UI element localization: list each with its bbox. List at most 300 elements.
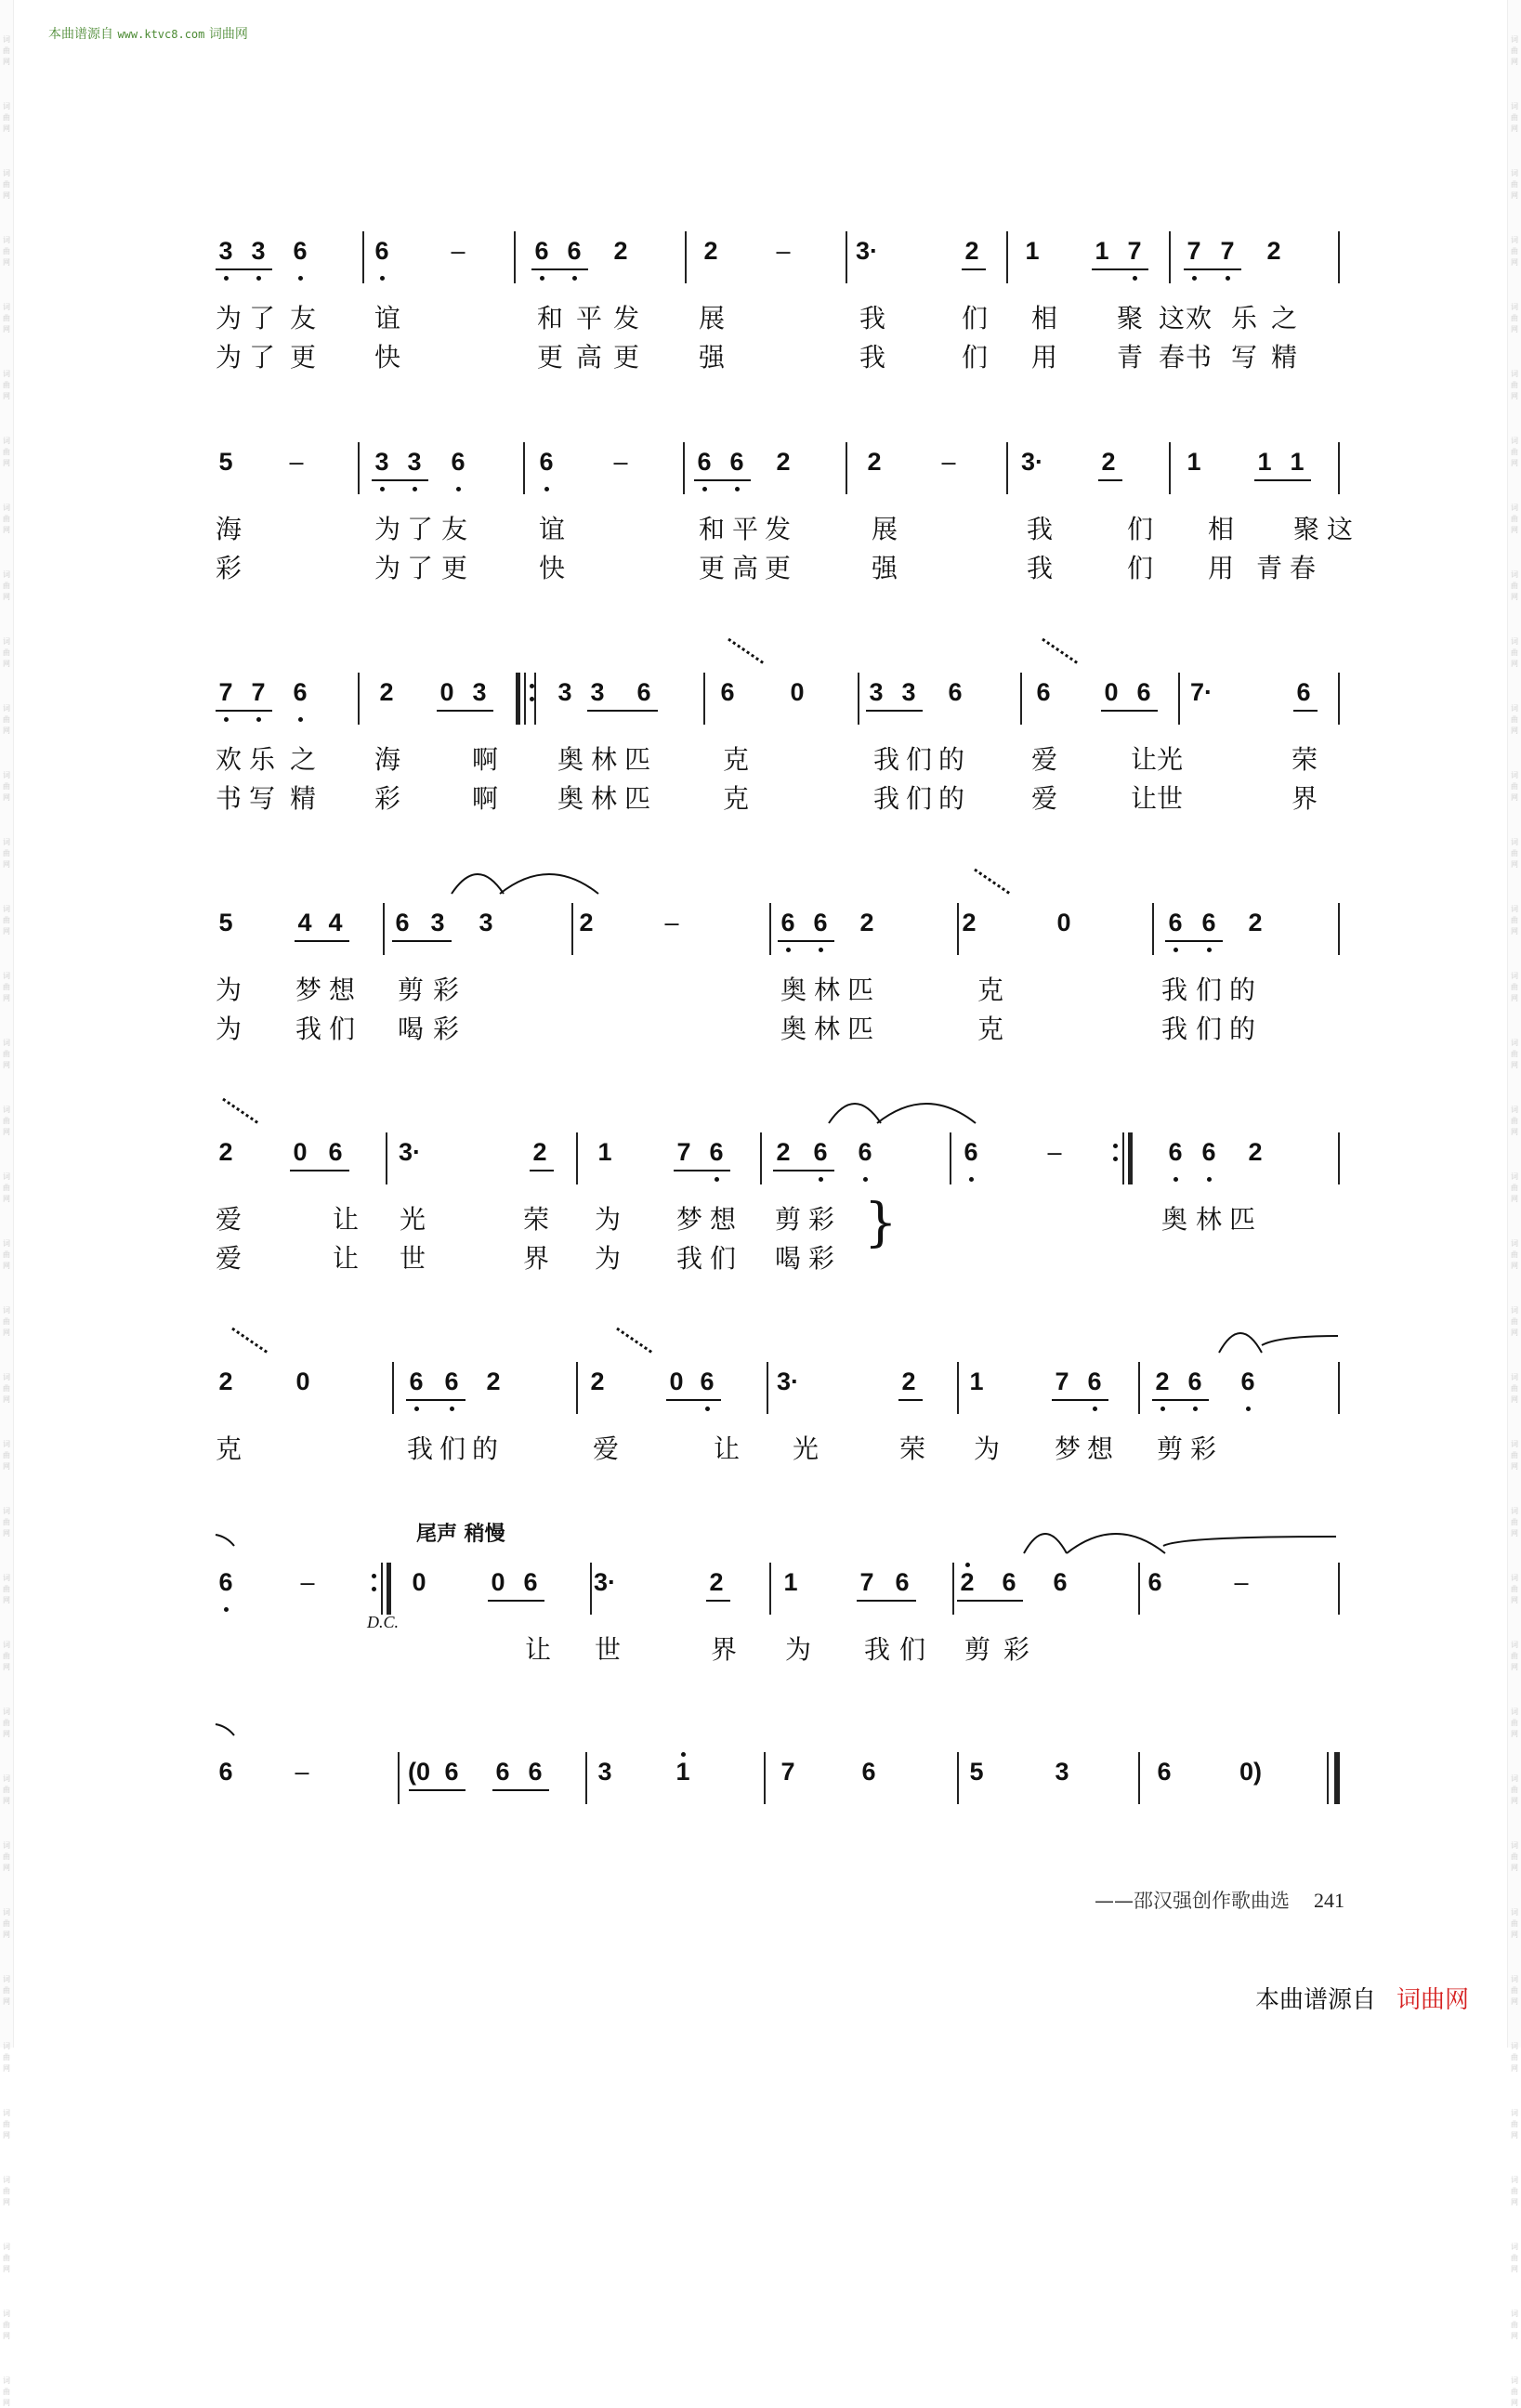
note: 6 xyxy=(1187,1368,1202,1395)
lyric-char: 想 xyxy=(710,1204,737,1235)
lyric-char: 彩 xyxy=(433,975,460,1005)
side-watermark-char: 词 xyxy=(3,35,10,44)
side-watermark-char: 词 xyxy=(1511,236,1518,244)
side-watermark-char: 曲 xyxy=(3,1117,10,1125)
repeat-dot xyxy=(1113,1157,1118,1161)
note: 3 xyxy=(597,1758,612,1786)
side-watermark-char: 网 xyxy=(1511,1930,1518,1939)
note: 6 xyxy=(1136,678,1151,706)
bar-line xyxy=(1006,231,1008,283)
side-watermark-char: 曲 xyxy=(1511,1250,1518,1259)
note: 6 xyxy=(813,909,828,936)
watermark-text: 本曲谱源自 xyxy=(1254,1986,1376,2014)
note: – xyxy=(941,448,956,476)
lyric-char: 我 xyxy=(873,783,900,814)
side-watermark-char: 网 xyxy=(3,2198,10,2206)
bar-line xyxy=(957,1752,959,1804)
bar-line xyxy=(571,903,573,955)
repeat-end-bar xyxy=(1128,1132,1133,1184)
bar-line xyxy=(1169,231,1171,283)
note: 6 xyxy=(1087,1368,1102,1395)
side-watermark-char: 网 xyxy=(3,191,10,200)
lyric-char: 用 xyxy=(1031,342,1058,373)
lyric-char: 荣 xyxy=(1292,744,1318,775)
note: 3 xyxy=(374,448,389,476)
side-watermark-char: 网 xyxy=(3,1061,10,1069)
note: 0) xyxy=(1239,1758,1262,1786)
source-name: 词曲网 xyxy=(208,27,248,42)
lyric-char: 啊 xyxy=(472,744,499,775)
side-watermark-char: 词 xyxy=(1511,169,1518,177)
note: 6 xyxy=(858,1138,872,1166)
bar-line xyxy=(1338,1563,1340,1615)
side-watermark-char: 曲 xyxy=(1511,1050,1518,1058)
lyric-char: 谊 xyxy=(374,303,401,334)
side-watermark-char: 曲 xyxy=(1511,582,1518,590)
note: – xyxy=(664,909,679,936)
octave-dot-low xyxy=(414,1407,419,1411)
lyric-char: 界 xyxy=(1292,783,1318,814)
lyric-char: 光 xyxy=(400,1204,426,1235)
lyric-char: 这 xyxy=(1159,303,1186,334)
lyric-char: 们 xyxy=(1127,514,1154,544)
lyric-char: 展 xyxy=(699,303,726,334)
side-watermark-char: 词 xyxy=(1511,2109,1518,2117)
lyric-char: 这 xyxy=(1327,514,1354,544)
side-watermark-char: 词 xyxy=(3,1507,10,1515)
side-watermark-char: 曲 xyxy=(1511,1719,1518,1727)
side-watermark-char: 曲 xyxy=(3,1986,10,1995)
lyric-char: 让 xyxy=(1131,744,1158,775)
side-watermark-char: 曲 xyxy=(1511,46,1518,55)
note: 6 xyxy=(1296,678,1311,706)
side-watermark-char: 词 xyxy=(3,972,10,980)
side-watermark-char: 词 xyxy=(1511,1574,1518,1582)
eighth-beam xyxy=(587,710,658,712)
lyric-char: 剪 xyxy=(775,1204,802,1235)
lyric-char: 们 xyxy=(906,744,933,775)
note: 6 xyxy=(861,1758,876,1786)
side-watermark-char: 网 xyxy=(3,660,10,668)
lyric-char: 我 xyxy=(1161,975,1188,1005)
note: 7 xyxy=(251,678,266,706)
lyric-char: 们 xyxy=(710,1243,737,1274)
lyric-char: 光 xyxy=(793,1433,820,1464)
side-watermark-char: 网 xyxy=(1511,1529,1518,1538)
side-watermark-char: 曲 xyxy=(3,715,10,724)
side-watermark-char: 词 xyxy=(3,2376,10,2385)
octave-dot-low xyxy=(819,948,823,952)
note: – xyxy=(289,448,304,476)
note: 0 xyxy=(669,1368,684,1395)
side-watermark-char: 网 xyxy=(1511,793,1518,802)
note: 6 xyxy=(948,678,963,706)
octave-dot-low xyxy=(1207,948,1212,952)
breath-mark xyxy=(1041,637,1082,667)
eighth-beam xyxy=(773,1170,834,1171)
lyric-char: 精 xyxy=(290,783,317,814)
side-watermark-char: 网 xyxy=(3,2265,10,2273)
breath-mark xyxy=(615,1327,656,1356)
lyric-char: 让 xyxy=(333,1243,360,1274)
lyric-char: 相 xyxy=(1031,303,1058,334)
side-watermark-char: 词 xyxy=(3,1641,10,1649)
eighth-beam xyxy=(706,1600,730,1602)
eighth-beam xyxy=(437,710,493,712)
eighth-beam xyxy=(492,1789,549,1791)
side-watermark-char: 网 xyxy=(1511,2399,1518,2407)
lyric-char: 乐 xyxy=(1231,303,1258,334)
lyric-char: 为 xyxy=(216,303,243,334)
bar-line xyxy=(514,231,516,283)
side-watermark-char: 网 xyxy=(3,459,10,467)
note: 1 xyxy=(783,1568,798,1596)
side-watermark-char: 曲 xyxy=(1511,314,1518,322)
slur xyxy=(1065,1535,1167,1559)
octave-dot-low xyxy=(1193,1407,1198,1411)
note: 6 xyxy=(395,909,410,936)
side-watermark-char: 词 xyxy=(1511,1908,1518,1917)
bar-line xyxy=(358,673,360,725)
note: 0 xyxy=(293,1138,308,1166)
bar-line xyxy=(760,1132,762,1184)
side-watermark-char: 网 xyxy=(1511,726,1518,735)
note: 3· xyxy=(593,1568,616,1596)
note: 6 xyxy=(495,1758,510,1786)
lyric-char: 们 xyxy=(899,1634,926,1665)
side-watermark-char: 词 xyxy=(1511,1841,1518,1850)
note: 6 xyxy=(813,1138,828,1166)
side-watermark-char: 网 xyxy=(3,1930,10,1939)
lyric-char: 们 xyxy=(1127,553,1154,583)
bar-line xyxy=(1169,442,1171,494)
octave-dot-low xyxy=(702,487,707,491)
lyric-char: 聚 xyxy=(1293,514,1320,544)
side-watermark-char: 网 xyxy=(3,1195,10,1203)
side-watermark-char: 曲 xyxy=(3,1585,10,1593)
lyric-char: 克 xyxy=(723,744,750,775)
bar-line xyxy=(590,1563,592,1615)
bar-line xyxy=(1138,1752,1140,1804)
lyric-char: 剪 xyxy=(398,975,425,1005)
note: 2 xyxy=(709,1568,724,1596)
lyric-char: 平 xyxy=(576,303,603,334)
side-watermark-char: 曲 xyxy=(3,314,10,322)
eighth-beam xyxy=(1254,479,1311,481)
side-watermark-char: 网 xyxy=(1511,526,1518,534)
lyric-char: 我 xyxy=(859,303,886,334)
lyric-char: 聚 xyxy=(1117,303,1144,334)
side-watermark-char: 词 xyxy=(3,838,10,846)
lyric-char: 海 xyxy=(216,514,243,544)
octave-dot-low xyxy=(969,1177,974,1182)
note: – xyxy=(451,237,465,265)
lyric-char: 为 xyxy=(974,1433,1001,1464)
side-watermark-char: 曲 xyxy=(1511,247,1518,255)
lyric-char: 的 xyxy=(938,783,965,814)
lyric-char: 平 xyxy=(732,514,759,544)
lyric-char: 我 xyxy=(859,342,886,373)
note: 2 xyxy=(579,909,594,936)
side-watermark-char: 词 xyxy=(1511,570,1518,579)
note: 2 xyxy=(1248,1138,1263,1166)
side-watermark-char: 网 xyxy=(1511,860,1518,869)
octave-dot-low xyxy=(786,948,791,952)
side-watermark-char: 词 xyxy=(1511,2042,1518,2050)
lyric-char: 克 xyxy=(977,975,1004,1005)
repeat-end-thin xyxy=(1122,1132,1124,1184)
note: 6 xyxy=(780,909,795,936)
note: 2 xyxy=(1101,448,1116,476)
lyric-char: 我 xyxy=(1161,1014,1188,1044)
lyric-char: 的 xyxy=(472,1433,499,1464)
bottom-watermark xyxy=(1255,1981,1469,2015)
bar-line xyxy=(767,1362,768,1414)
eighth-beam xyxy=(488,1600,544,1602)
side-watermark-char: 曲 xyxy=(1511,1986,1518,1995)
side-watermark-char: 词 xyxy=(3,2042,10,2050)
eighth-beam xyxy=(694,479,751,481)
lyric-char: 和 xyxy=(537,303,564,334)
side-watermark-char: 曲 xyxy=(1511,983,1518,991)
note: 7 xyxy=(859,1568,874,1596)
bar-line xyxy=(362,231,364,283)
side-watermark-char: 网 xyxy=(1511,593,1518,601)
note: 0 xyxy=(412,1568,426,1596)
eighth-beam xyxy=(295,940,349,942)
side-watermark-char: 曲 xyxy=(1511,1919,1518,1928)
note: 6 xyxy=(700,1368,715,1395)
lyric-char: 的 xyxy=(1229,975,1256,1005)
side-watermark-char: 网 xyxy=(1511,1395,1518,1404)
repeat-dot xyxy=(1113,1144,1118,1148)
note: 3 xyxy=(901,678,916,706)
side-watermark-char: 词 xyxy=(1511,2310,1518,2318)
note: 6 xyxy=(1053,1568,1068,1596)
eighth-beam xyxy=(1165,940,1223,942)
lyric-char: 为 xyxy=(374,553,401,583)
note: 6 xyxy=(444,1758,459,1786)
section-label: 尾声 稍慢 xyxy=(416,1523,505,1546)
side-watermark-char: 曲 xyxy=(3,515,10,523)
lyric-char: 为 xyxy=(216,1014,243,1044)
lyric-char: 强 xyxy=(872,553,898,583)
side-watermark-char: 词 xyxy=(3,236,10,244)
note: 1 xyxy=(1095,237,1109,265)
lyric-char: 让 xyxy=(714,1433,741,1464)
note: 6 xyxy=(293,678,308,706)
eighth-beam xyxy=(530,1170,554,1171)
octave-dot-low xyxy=(715,1177,719,1182)
lyric-char: 快 xyxy=(539,553,566,583)
note: 7· xyxy=(1189,678,1213,706)
eighth-beam xyxy=(1293,710,1318,712)
lyric-char: 了 xyxy=(249,342,276,373)
lyric-char: 写 xyxy=(1231,342,1258,373)
lyric-char: 匹 xyxy=(624,744,651,775)
lyric-char: 青 xyxy=(1117,342,1144,373)
note: 2 xyxy=(1266,237,1281,265)
page-footer xyxy=(1095,1886,1344,1914)
lyric-char: 世 xyxy=(1157,783,1184,814)
octave-dot-low xyxy=(224,1607,229,1612)
bar-line xyxy=(1338,1362,1340,1414)
side-watermark-char: 网 xyxy=(1511,191,1518,200)
slur xyxy=(498,875,600,899)
bar-line xyxy=(392,1362,394,1414)
lyric-char: 友 xyxy=(290,303,317,334)
lyric-char: 奥 xyxy=(780,975,807,1005)
side-watermark-char: 网 xyxy=(3,258,10,267)
side-watermark-char: 网 xyxy=(1511,459,1518,467)
note: – xyxy=(1047,1138,1062,1166)
lyric-char: 春 xyxy=(1159,342,1186,373)
side-watermark-char: 曲 xyxy=(1511,2187,1518,2195)
tie-start xyxy=(214,1722,236,1737)
note: 3 xyxy=(472,678,487,706)
side-watermark-char: 词 xyxy=(1511,1975,1518,1983)
side-watermark-char: 词 xyxy=(3,1708,10,1716)
eighth-beam xyxy=(216,710,272,712)
bar-line xyxy=(764,1752,766,1804)
bar-line xyxy=(858,673,859,725)
lyric-char: 们 xyxy=(962,303,989,334)
octave-dot-low xyxy=(540,276,544,281)
lyric-char: 啊 xyxy=(472,783,499,814)
side-watermark-char: 网 xyxy=(1511,1195,1518,1203)
note: 2 xyxy=(703,237,718,265)
lyric-char: 林 xyxy=(1196,1204,1223,1235)
lyric-char: 青 xyxy=(1256,553,1283,583)
eighth-beam xyxy=(1092,268,1148,270)
lyric-char: 奥 xyxy=(557,783,584,814)
side-watermark-char: 曲 xyxy=(3,381,10,389)
side-watermark-char: 网 xyxy=(3,1730,10,1738)
lyric-char: 了 xyxy=(249,303,276,334)
side-watermark-char: 曲 xyxy=(3,1050,10,1058)
side-watermark-char: 曲 xyxy=(1511,1384,1518,1393)
side-watermark-char: 曲 xyxy=(1511,715,1518,724)
side-watermark-char: 词 xyxy=(3,1373,10,1381)
lyric-char: 我 xyxy=(864,1634,891,1665)
side-watermark-char: 词 xyxy=(3,1774,10,1783)
lyric-char: 彩 xyxy=(433,1014,460,1044)
lyric-char: 我 xyxy=(676,1243,703,1274)
eighth-beam xyxy=(898,1399,923,1401)
side-watermark-char: 曲 xyxy=(3,648,10,657)
note: 1 xyxy=(969,1368,984,1395)
lyric-char: 展 xyxy=(872,514,898,544)
bar-line xyxy=(386,1132,387,1184)
side-watermark-char: 网 xyxy=(1511,994,1518,1002)
lyric-char: 梦 xyxy=(676,1204,703,1235)
side-watermark-char: 词 xyxy=(1511,303,1518,311)
note: 2 xyxy=(486,1368,501,1395)
note: 6 xyxy=(636,678,651,706)
note: 7 xyxy=(1055,1368,1069,1395)
side-watermark-char: 曲 xyxy=(1511,515,1518,523)
note: – xyxy=(295,1758,309,1786)
side-watermark-char: 词 xyxy=(1511,437,1518,445)
side-watermark-char: 曲 xyxy=(1511,849,1518,857)
bar-line xyxy=(398,1752,400,1804)
side-watermark-char: 曲 xyxy=(1511,1852,1518,1861)
slur xyxy=(450,875,505,899)
note: 2 xyxy=(901,1368,916,1395)
side-watermark-char: 网 xyxy=(1511,2131,1518,2140)
tie-continues xyxy=(1260,1334,1340,1347)
note: 5 xyxy=(218,448,233,476)
lyric-char: 强 xyxy=(699,342,726,373)
side-watermark-char: 曲 xyxy=(3,2053,10,2061)
repeat-start-thin xyxy=(524,673,526,725)
bar-line xyxy=(950,1132,951,1184)
note: 6 xyxy=(374,237,389,265)
right-watermark-strip xyxy=(1507,0,1521,2407)
side-watermark-char: 网 xyxy=(3,1328,10,1337)
octave-dot-low xyxy=(256,717,261,722)
side-watermark-char: 曲 xyxy=(1511,1786,1518,1794)
side-watermark-char: 词 xyxy=(1511,1239,1518,1248)
bar-line xyxy=(1327,1752,1329,1804)
note: 3 xyxy=(557,678,572,706)
slur xyxy=(827,1105,883,1129)
note: 6 xyxy=(697,448,712,476)
note: 0 xyxy=(439,678,454,706)
side-watermark-char: 网 xyxy=(1511,325,1518,334)
note: 6 xyxy=(1147,1568,1162,1596)
note: 6 xyxy=(1201,909,1216,936)
lyric-char: 让 xyxy=(525,1634,552,1665)
side-watermark-char: 网 xyxy=(3,2131,10,2140)
repeat-dot xyxy=(530,684,534,688)
bar-line xyxy=(846,442,847,494)
bar-line xyxy=(769,1563,771,1615)
note: 6 xyxy=(218,1568,233,1596)
side-watermark-char: 曲 xyxy=(1511,916,1518,924)
side-watermark-char: 词 xyxy=(3,1975,10,1983)
eighth-beam xyxy=(866,710,923,712)
note: 7 xyxy=(1187,237,1201,265)
side-watermark-char: 曲 xyxy=(3,1652,10,1660)
octave-dot-low xyxy=(705,1407,710,1411)
lyric-char: 的 xyxy=(938,744,965,775)
side-watermark-char: 网 xyxy=(3,58,10,66)
side-watermark-char: 曲 xyxy=(3,2187,10,2195)
lyric-char: 为 xyxy=(374,514,401,544)
side-watermark-char: 曲 xyxy=(1511,1585,1518,1593)
side-watermark-char: 网 xyxy=(1511,58,1518,66)
lyric-char: 的 xyxy=(1229,1014,1256,1044)
side-watermark-char: 网 xyxy=(1511,1596,1518,1604)
side-watermark-char: 曲 xyxy=(3,113,10,122)
side-watermark-char: 曲 xyxy=(3,247,10,255)
page-number: 241 xyxy=(1314,1889,1344,1912)
note: 3 xyxy=(251,237,266,265)
side-watermark-char: 网 xyxy=(3,1529,10,1538)
octave-dot-low xyxy=(735,487,740,491)
note: 6 xyxy=(1036,678,1051,706)
note: (0 xyxy=(407,1758,430,1786)
note: 2 xyxy=(379,678,394,706)
bar-line xyxy=(534,673,536,725)
note: 7 xyxy=(676,1138,691,1166)
side-watermark-char: 词 xyxy=(1511,2243,1518,2251)
side-watermark-char: 词 xyxy=(3,1106,10,1114)
bar-line xyxy=(358,442,360,494)
note: 3· xyxy=(776,1368,799,1395)
side-watermark-char: 曲 xyxy=(1511,2388,1518,2396)
